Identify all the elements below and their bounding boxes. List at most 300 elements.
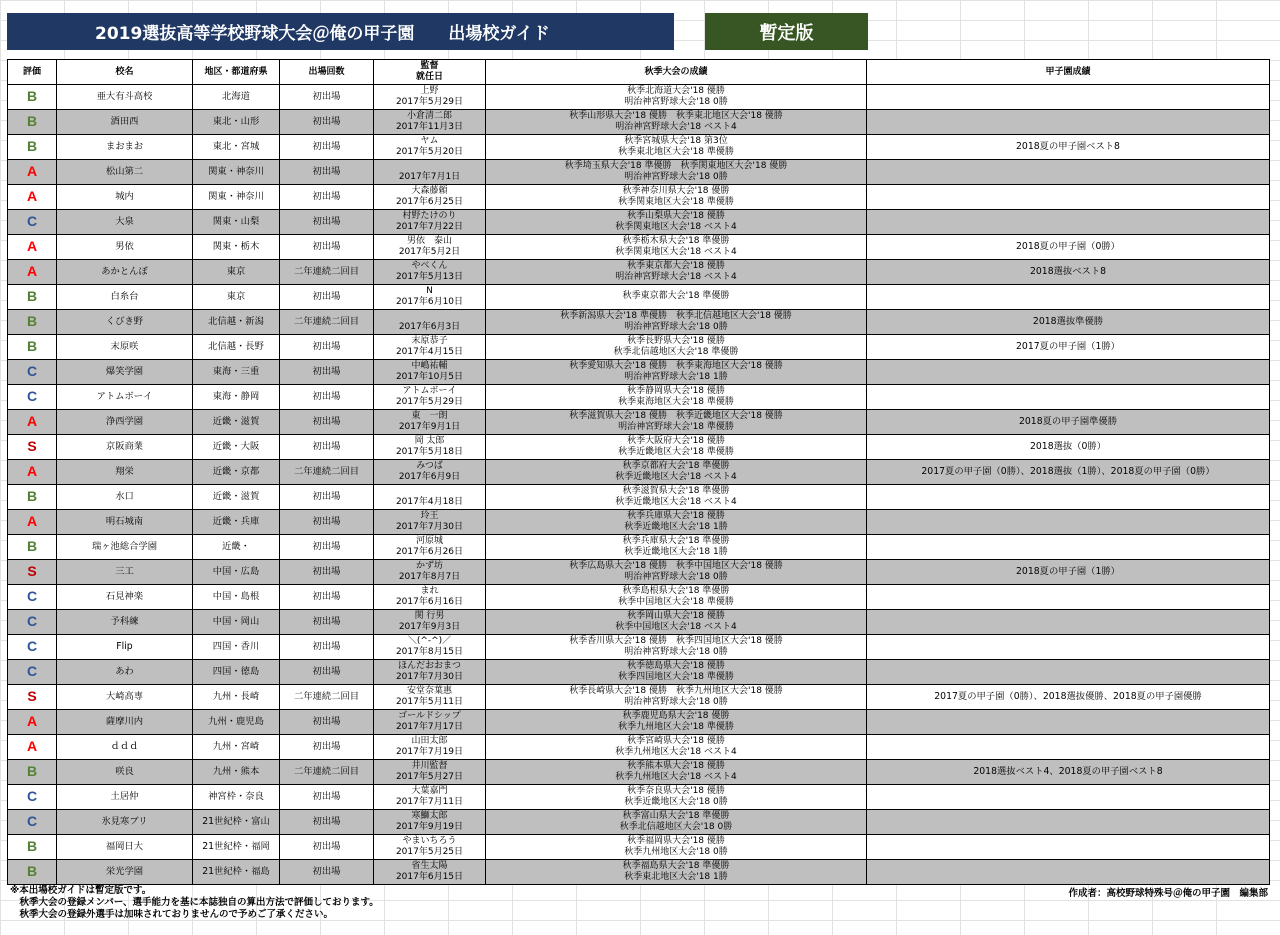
manager-cell (374, 435, 486, 460)
appointed-date: 2017年6月9日 (398, 472, 461, 482)
manager-cell (374, 810, 486, 835)
school-name-cell: 爆笑学園 (57, 360, 193, 385)
appearances-cell: 初出場 (280, 160, 374, 185)
manager-cell (374, 285, 486, 310)
table-row (8, 260, 1270, 285)
table-row (8, 710, 1270, 735)
manager-cell (374, 835, 486, 860)
autumn-result-line-1: 秋季東京都大会'18 優勝 (627, 260, 725, 271)
autumn-result-line-2: 秋季四国地区大会'18 準優勝 (618, 672, 734, 682)
appointed-date: 2017年5月11日 (395, 697, 464, 707)
autumn-results-cell (486, 110, 867, 135)
koshien-results-cell (867, 735, 1270, 760)
autumn-result-line-1: 秋季徳島県大会'18 優勝 (627, 660, 725, 671)
manager-name: 安堂奈葉惠 (406, 685, 452, 696)
school-name-cell: まおまお (57, 135, 193, 160)
rating-cell: C (8, 610, 57, 635)
school-name-cell: 浄西学園 (57, 410, 193, 435)
manager-name: みつば (416, 460, 443, 471)
rating-cell: B (8, 485, 57, 510)
manager-name: 寒鰤太郎 (411, 810, 448, 821)
koshien-results-cell (867, 535, 1270, 560)
manager-name: 大森藤頼 (411, 185, 448, 196)
appearances-cell: 初出場 (280, 860, 374, 885)
rating-cell: S (8, 560, 57, 585)
autumn-results-cell (486, 560, 867, 585)
appearances-cell: 初出場 (280, 110, 374, 135)
appointed-date: 2017年6月15日 (395, 872, 464, 882)
autumn-result-line-1: 秋季兵庫県大会'18 準優勝 (622, 535, 730, 546)
autumn-results-cell (486, 760, 867, 785)
manager-cell (374, 110, 486, 135)
appearances-cell: 初出場 (280, 360, 374, 385)
appearances-cell: 初出場 (280, 210, 374, 235)
autumn-result-line-1: 秋季山形県大会'18 優勝 秋季東北地区大会'18 優勝 (569, 110, 783, 121)
school-name-cell: 京阪商業 (57, 435, 193, 460)
appointed-date: 2017年5月25日 (395, 847, 464, 857)
manager-cell (374, 535, 486, 560)
manager-cell (374, 785, 486, 810)
autumn-result-line-2: 明治神宮野球大会'18 0勝 (624, 697, 728, 707)
rating-cell: C (8, 660, 57, 685)
autumn-results-cell (486, 235, 867, 260)
region-cell: 近畿・滋賀 (193, 410, 280, 435)
koshien-results-cell (867, 785, 1270, 810)
manager-cell (374, 210, 486, 235)
autumn-result-line-2: 秋季近畿地区大会'18 0勝 (624, 797, 728, 807)
autumn-result-line-2: 秋季九州地区大会'18 0勝 (624, 847, 728, 857)
appearances-cell: 初出場 (280, 510, 374, 535)
autumn-result-line-1: 秋季愛知県大会'18 優勝 秋季東海地区大会'18 優勝 (569, 360, 783, 371)
autumn-result-line-1: 秋季福岡県大会'18 優勝 (627, 835, 725, 846)
autumn-results-cell (486, 585, 867, 610)
koshien-results-cell (867, 210, 1270, 235)
autumn-result-line-2: 秋季近畿地区大会'18 1勝 (624, 547, 728, 557)
region-cell: 四国・徳島 (193, 660, 280, 685)
appointed-date: 2017年7月11日 (395, 797, 464, 807)
autumn-result-line-1: 秋季栃木県大会'18 準優勝 (622, 235, 730, 246)
school-name-cell: アトムボーイ (57, 385, 193, 410)
autumn-result-line-2: 秋季九州地区大会'18 ベスト4 (615, 772, 737, 782)
page-title: 2019選抜高等学校野球大会＠俺の甲子園 出場校ガイド (7, 13, 674, 50)
autumn-result-line-1: 秋季山梨県大会'18 優勝 (627, 210, 725, 221)
appointed-date: 2017年7月17日 (395, 722, 464, 732)
autumn-results-cell (486, 810, 867, 835)
koshien-results-cell (867, 360, 1270, 385)
rating-cell: A (8, 185, 57, 210)
autumn-result-line-1: 秋季新潟県大会'18 準優勝 秋季北信越地区大会'18 優勝 (560, 310, 792, 321)
manager-name: まれ (420, 585, 439, 596)
table-row (8, 635, 1270, 660)
autumn-results-cell (486, 710, 867, 735)
school-name-cell: 男依 (57, 235, 193, 260)
table-row (8, 510, 1270, 535)
rating-cell: B (8, 310, 57, 335)
manager-cell (374, 485, 486, 510)
school-guide-table (7, 59, 1270, 885)
rating-cell: S (8, 685, 57, 710)
appearances-cell: 二年連続二回目 (280, 760, 374, 785)
region-cell: 近畿・ (193, 535, 280, 560)
region-cell: 九州・鹿児島 (193, 710, 280, 735)
manager-cell (374, 385, 486, 410)
region-cell: 北信越・長野 (193, 335, 280, 360)
koshien-results-cell: 2017夏の甲子園（0勝）、2018選抜優勝、2018夏の甲子園優勝 (867, 685, 1270, 710)
region-cell: 21世紀枠・福島 (193, 860, 280, 885)
rating-cell: A (8, 460, 57, 485)
autumn-result-line-2: 明治神宮野球大会'18 準優勝 (618, 422, 734, 432)
rating-cell: B (8, 135, 57, 160)
appointed-date: 2017年7月19日 (395, 747, 464, 757)
rating-cell: B (8, 860, 57, 885)
region-cell: 神宮枠・奈良 (193, 785, 280, 810)
autumn-result-line-1: 秋季長野県大会'18 優勝 (627, 335, 725, 346)
school-name-cell: 翔栄 (57, 460, 193, 485)
table-row (8, 735, 1270, 760)
header-school: 校名 (57, 60, 193, 85)
appointed-date: 2017年7月30日 (395, 522, 464, 532)
rating-cell: C (8, 585, 57, 610)
region-cell: 北海道 (193, 85, 280, 110)
school-name-cell: 城内 (57, 185, 193, 210)
autumn-result-line-2: 秋季北信越地区大会'18 0勝 (619, 822, 733, 832)
koshien-results-cell (867, 85, 1270, 110)
region-cell: 21世紀枠・富山 (193, 810, 280, 835)
autumn-result-line-2: 秋季近畿地区大会'18 ベスト4 (615, 472, 737, 482)
school-name-cell: 氷見寒ブリ (57, 810, 193, 835)
autumn-result-line-1: 秋季滋賀県大会'18 優勝 秋季近畿地区大会'18 優勝 (569, 410, 783, 421)
manager-name: 小倉清二郎 (406, 110, 452, 121)
manager-cell (374, 510, 486, 535)
autumn-results-cell (486, 160, 867, 185)
koshien-results-cell (867, 185, 1270, 210)
manager-name: やまいちろう (402, 835, 457, 846)
table-row (8, 560, 1270, 585)
region-cell: 近畿・滋賀 (193, 485, 280, 510)
manager-cell (374, 860, 486, 885)
appointed-date: 2017年8月15日 (395, 647, 464, 657)
koshien-results-cell (867, 660, 1270, 685)
autumn-results-cell (486, 860, 867, 885)
school-name-cell: Flip (57, 635, 193, 660)
appearances-cell: 初出場 (280, 585, 374, 610)
table-body (8, 85, 1270, 885)
appearances-cell: 初出場 (280, 235, 374, 260)
manager-name: 村野たけのり (402, 210, 457, 221)
appearances-cell: 初出場 (280, 660, 374, 685)
appearances-cell: 二年連続二回目 (280, 685, 374, 710)
appointed-date: 2017年11月3日 (395, 122, 464, 132)
autumn-result-line-2: 明治神宮野球大会'18 0勝 (624, 647, 728, 657)
appearances-cell: 初出場 (280, 710, 374, 735)
manager-cell (374, 85, 486, 110)
region-cell: 中国・島根 (193, 585, 280, 610)
table-row (8, 460, 1270, 485)
manager-name: ヤム (420, 135, 439, 146)
manager-cell (374, 135, 486, 160)
appointed-date: 2017年6月26日 (395, 547, 464, 557)
manager-cell (374, 760, 486, 785)
autumn-result-line-1: 秋季大阪府大会'18 優勝 (627, 435, 725, 446)
manager-name: かず坊 (415, 560, 443, 571)
table-row (8, 760, 1270, 785)
rating-cell: C (8, 635, 57, 660)
autumn-results-cell (486, 835, 867, 860)
autumn-results-cell (486, 635, 867, 660)
autumn-result-line-2: 秋季近畿地区大会'18 準優勝 (618, 447, 734, 457)
rating-cell: A (8, 410, 57, 435)
table-header-row (8, 60, 1270, 85)
table-row (8, 185, 1270, 210)
koshien-results-cell (867, 510, 1270, 535)
school-name-cell: 瑞ヶ池総合学園 (57, 535, 193, 560)
autumn-results-cell (486, 485, 867, 510)
appearances-cell: 初出場 (280, 335, 374, 360)
manager-cell (374, 360, 486, 385)
autumn-results-cell (486, 435, 867, 460)
school-name-cell: 松山第二 (57, 160, 193, 185)
autumn-results-cell (486, 610, 867, 635)
appointed-date: 2017年5月27日 (395, 772, 464, 782)
rating-cell: C (8, 810, 57, 835)
rating-cell: B (8, 85, 57, 110)
table-row (8, 860, 1270, 885)
autumn-result-line-1: 秋季富山県大会'18 準優勝 (622, 810, 730, 821)
koshien-results-cell: 2017夏の甲子園（1勝） (867, 335, 1270, 360)
appearances-cell: 初出場 (280, 85, 374, 110)
appointed-date: 2017年5月2日 (398, 247, 461, 257)
rating-cell: B (8, 110, 57, 135)
koshien-results-cell: 2018夏の甲子園（1勝） (867, 560, 1270, 585)
appearances-cell: 初出場 (280, 610, 374, 635)
autumn-results-cell (486, 735, 867, 760)
rating-cell: B (8, 535, 57, 560)
table-row (8, 160, 1270, 185)
manager-name: 関 行男 (414, 610, 445, 621)
school-name-cell: 白糸台 (57, 285, 193, 310)
table-row (8, 585, 1270, 610)
manager-name: 中嶋祐輔 (411, 360, 448, 371)
autumn-result-line-1: 秋季兵庫県大会'18 優勝 (627, 510, 725, 521)
appointed-date: 2017年8月7日 (398, 572, 461, 582)
manager-name: ゴールドシップ (398, 710, 461, 721)
manager-cell (374, 460, 486, 485)
appearances-cell: 初出場 (280, 535, 374, 560)
manager-name: 井川監督 (411, 760, 448, 771)
school-name-cell: 明石城南 (57, 510, 193, 535)
koshien-results-cell: 2018夏の甲子園ベスト8 (867, 135, 1270, 160)
appearances-cell: 二年連続二回目 (280, 460, 374, 485)
koshien-results-cell (867, 635, 1270, 660)
school-name-cell: 石見神楽 (57, 585, 193, 610)
manager-cell (374, 335, 486, 360)
school-name-cell: 土居仲 (57, 785, 193, 810)
autumn-result-line-1: 秋季広島県大会'18 優勝 秋季中国地区大会'18 優勝 (569, 560, 783, 571)
school-name-cell: あかとんぼ (57, 260, 193, 285)
appointed-date: 2017年5月13日 (395, 272, 464, 282)
region-cell: 中国・広島 (193, 560, 280, 585)
appointed-date: 2017年5月29日 (395, 97, 464, 107)
manager-name: 岡 太郎 (414, 435, 445, 446)
header-region: 地区・都道府県 (193, 60, 280, 85)
autumn-results-cell (486, 185, 867, 210)
koshien-results-cell (867, 860, 1270, 885)
school-name-cell: 予科練 (57, 610, 193, 635)
autumn-results-cell (486, 685, 867, 710)
rating-cell: C (8, 785, 57, 810)
rating-cell: A (8, 260, 57, 285)
autumn-results-cell (486, 785, 867, 810)
region-cell: 21世紀枠・福岡 (193, 835, 280, 860)
school-name-cell: くびき野 (57, 310, 193, 335)
autumn-result-line-1: 秋季宮城県大会'18 第3位 (624, 135, 728, 146)
region-cell: 北信越・新潟 (193, 310, 280, 335)
appointed-date: 2017年6月3日 (398, 322, 461, 332)
rating-cell: C (8, 210, 57, 235)
appointed-date: 2017年4月18日 (395, 497, 464, 507)
autumn-result-line-1: 秋季奈良県大会'18 優勝 (627, 785, 725, 796)
region-cell: 九州・宮崎 (193, 735, 280, 760)
appearances-cell: 初出場 (280, 385, 374, 410)
table-row (8, 535, 1270, 560)
autumn-results-cell (486, 310, 867, 335)
rating-cell: B (8, 285, 57, 310)
manager-cell (374, 185, 486, 210)
table-row (8, 610, 1270, 635)
koshien-results-cell (867, 160, 1270, 185)
autumn-result-line-2: 明治神宮野球大会'18 0勝 (624, 97, 728, 107)
rating-cell: A (8, 710, 57, 735)
manager-cell (374, 710, 486, 735)
appointed-date: 2017年6月10日 (395, 297, 464, 307)
autumn-results-cell (486, 510, 867, 535)
koshien-results-cell (867, 610, 1270, 635)
autumn-results-cell (486, 285, 867, 310)
rating-cell: A (8, 235, 57, 260)
table-row (8, 410, 1270, 435)
school-name-cell: 三工 (57, 560, 193, 585)
manager-name: ほんだおおまつ (397, 660, 461, 671)
school-name-cell: 薩摩川内 (57, 710, 193, 735)
autumn-result-line-2: 秋季東海地区大会'18 準優勝 (618, 397, 734, 407)
autumn-result-line-2: 明治神宮野球大会'18 ベスト4 (615, 122, 737, 132)
provisional-badge: 暫定版 (705, 13, 868, 50)
koshien-results-cell (867, 585, 1270, 610)
table-row (8, 685, 1270, 710)
school-name-cell: 大崎高専 (57, 685, 193, 710)
autumn-result-line-1: 秋季京都府大会'18 準優勝 (622, 460, 730, 471)
manager-name: 東 一朗 (411, 410, 448, 421)
koshien-results-cell (867, 485, 1270, 510)
table-row (8, 360, 1270, 385)
autumn-results-cell (486, 85, 867, 110)
autumn-result-line-1: 秋季静岡県大会'18 優勝 (627, 385, 725, 396)
manager-name: 男依 泰山 (406, 235, 452, 246)
appearances-cell: 二年連続二回目 (280, 260, 374, 285)
table-row (8, 135, 1270, 160)
appearances-cell: 初出場 (280, 810, 374, 835)
school-name-cell: 水口 (57, 485, 193, 510)
autumn-result-line-2: 秋季近畿地区大会'18 1勝 (624, 522, 728, 532)
appearances-cell: 初出場 (280, 485, 374, 510)
header-rating: 評価 (8, 60, 57, 85)
table-row (8, 335, 1270, 360)
autumn-result-line-1: 秋季福島県大会'18 準優勝 (622, 860, 730, 871)
table-row (8, 660, 1270, 685)
autumn-results-cell (486, 385, 867, 410)
appointed-date: 2017年9月19日 (395, 822, 464, 832)
table-row (8, 435, 1270, 460)
autumn-result-line-2: 明治神宮野球大会'18 1勝 (624, 372, 728, 382)
autumn-results-cell (486, 460, 867, 485)
region-cell: 近畿・大阪 (193, 435, 280, 460)
manager-cell (374, 235, 486, 260)
autumn-results-cell (486, 660, 867, 685)
school-name-cell: 酒田西 (57, 110, 193, 135)
autumn-results-cell (486, 260, 867, 285)
region-cell: 関東・山梨 (193, 210, 280, 235)
school-name-cell: 末原咲 (57, 335, 193, 360)
table-row (8, 310, 1270, 335)
autumn-results-cell (486, 360, 867, 385)
autumn-results-cell (486, 335, 867, 360)
header-koshien: 甲子園成績 (867, 60, 1270, 85)
header-appointed-label: 就任日 (415, 72, 443, 82)
manager-cell (374, 585, 486, 610)
table-row (8, 785, 1270, 810)
appointed-date: 2017年6月25日 (395, 197, 464, 207)
manager-cell (374, 310, 486, 335)
koshien-results-cell: 2018選抜準優勝 (867, 310, 1270, 335)
koshien-results-cell (867, 385, 1270, 410)
appointed-date: 2017年5月20日 (395, 147, 464, 157)
koshien-results-cell: 2018選抜ベスト8 (867, 260, 1270, 285)
manager-cell (374, 160, 486, 185)
region-cell: 近畿・兵庫 (193, 510, 280, 535)
manager-name: 河原城 (415, 535, 443, 546)
region-cell: 東海・三重 (193, 360, 280, 385)
school-name-cell: ｄｄｄ (57, 735, 193, 760)
manager-name: アトムボーイ (402, 385, 457, 396)
koshien-results-cell (867, 285, 1270, 310)
appointed-date: 2017年9月1日 (398, 422, 461, 432)
appearances-cell: 初出場 (280, 635, 374, 660)
autumn-result-line-2: 秋季九州地区大会'18 準優勝 (618, 722, 734, 732)
region-cell: 九州・熊本 (193, 760, 280, 785)
koshien-results-cell (867, 110, 1270, 135)
footnote: ※本出場校ガイドは暫定版です。 秋季大会の登録メンバー、選手能力を基に本誌独自の算出方法で評価しております。 秋季大会の登録外選手は加味されておりませんので予めご了承ください。 (10, 885, 379, 920)
region-cell: 東京 (193, 260, 280, 285)
appearances-cell: 初出場 (280, 785, 374, 810)
autumn-result-line-2: 秋季東北地区大会'18 1勝 (624, 872, 728, 882)
table-row (8, 385, 1270, 410)
table-row (8, 110, 1270, 135)
autumn-result-line-2: 秋季関東地区大会'18 ベスト4 (615, 247, 737, 257)
manager-name: 大葉嘉門 (411, 785, 448, 796)
autumn-result-line-1: 秋季宮崎県大会'18 優勝 (627, 735, 725, 746)
rating-cell: A (8, 735, 57, 760)
school-name-cell: 亜大有斗高校 (57, 85, 193, 110)
school-name-cell: 福岡日大 (57, 835, 193, 860)
koshien-results-cell (867, 710, 1270, 735)
appointed-date: 2017年7月22日 (395, 222, 464, 232)
manager-cell (374, 735, 486, 760)
manager-cell (374, 610, 486, 635)
header-manager-label: 監督 (420, 61, 439, 71)
manager-name: ＼(^-^)／ (407, 635, 452, 646)
rating-cell: C (8, 385, 57, 410)
region-cell: 東北・宮城 (193, 135, 280, 160)
